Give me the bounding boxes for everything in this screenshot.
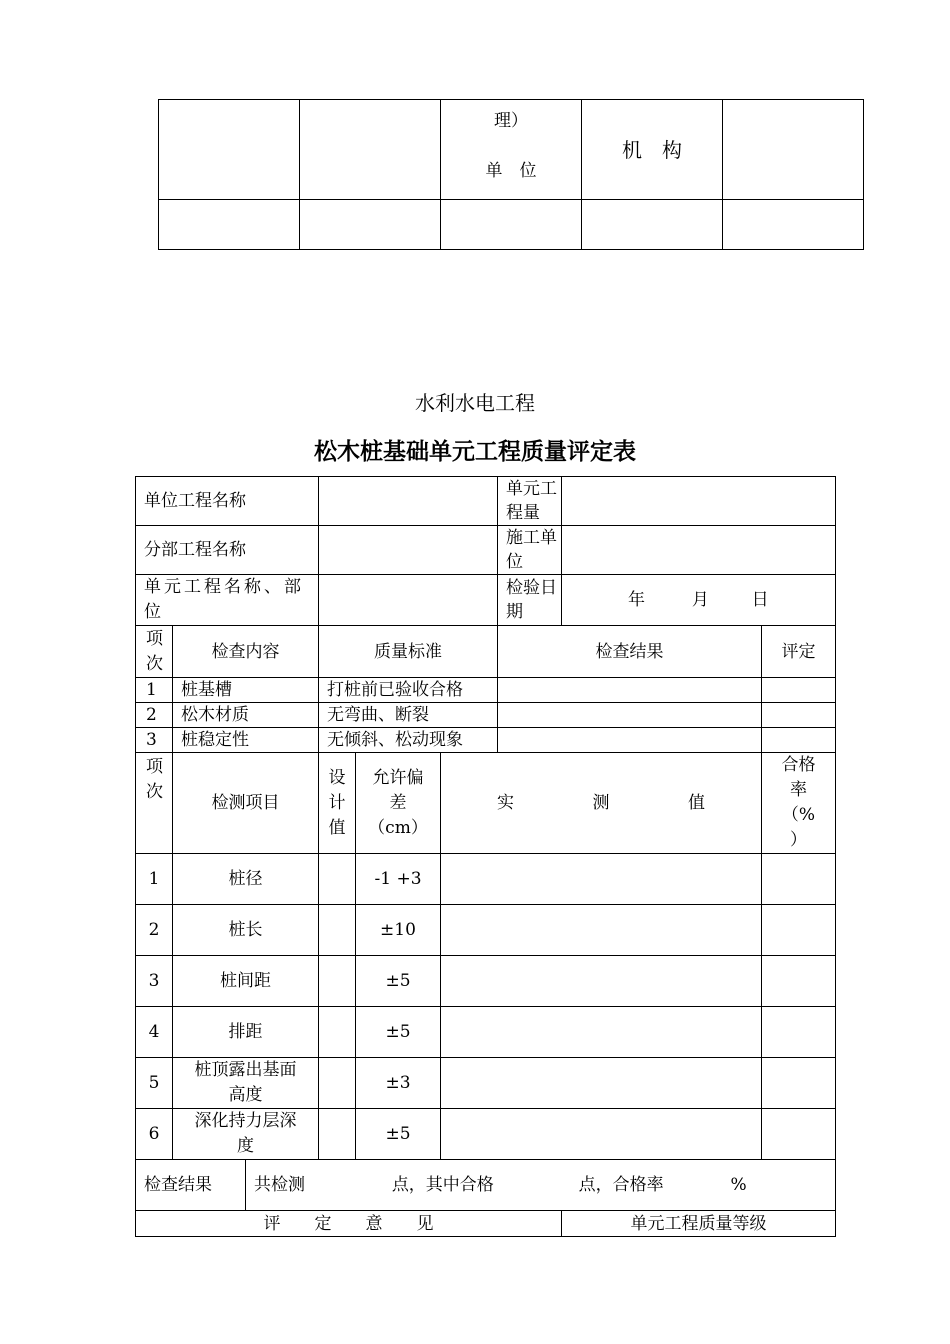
measure-row-pass-rate[interactable] (762, 1058, 836, 1109)
table-row (136, 956, 836, 1007)
measure-row-pass-rate[interactable] (762, 1109, 836, 1160)
measure-col-item: 检测项目 (173, 753, 319, 854)
measure-row-design[interactable] (319, 1007, 356, 1058)
measure-row-pass-rate[interactable] (762, 1007, 836, 1058)
table-row (136, 854, 836, 905)
top-cell (300, 100, 441, 200)
inspection-row-result[interactable] (498, 678, 762, 703)
element-name-label-line1: 单元工程名称、部 (144, 577, 304, 597)
measure-row-tolerance: ±5 (356, 1007, 441, 1058)
inspection-row-rating[interactable] (762, 678, 836, 703)
measure-row-design[interactable] (319, 905, 356, 956)
measure-row-tolerance: ±3 (356, 1058, 441, 1109)
measure-row-item: 排距 (173, 1007, 319, 1058)
measure-row-tolerance: ±5 (356, 956, 441, 1007)
inspection-col-result: 检查结果 (498, 626, 762, 678)
measure-row-no: 5 (136, 1058, 173, 1109)
sub-project-name-value[interactable] (319, 526, 498, 575)
top-cell-li: 理） (494, 110, 528, 131)
measure-col-pass-rate: 合格 率 （% ） (762, 753, 836, 854)
measure-row-pass-rate[interactable] (762, 905, 836, 956)
table-row (136, 703, 836, 728)
measure-row-item: 桩顶露出基面 高度 (173, 1058, 319, 1109)
inspection-row-result[interactable] (498, 728, 762, 753)
table-row (136, 1007, 836, 1058)
measure-row-pass-rate[interactable] (762, 956, 836, 1007)
summary-rate-label: 点，合格率 (578, 1175, 664, 1195)
top-cell (159, 100, 300, 200)
table-row (136, 905, 836, 956)
measure-col-measured: 实 测 值 (441, 753, 762, 854)
top-cell (723, 200, 864, 250)
inspection-col-content: 检查内容 (173, 626, 319, 678)
measure-row-no: 6 (136, 1109, 173, 1160)
top-continuation-table (158, 99, 864, 250)
measure-row-pass-rate[interactable] (762, 854, 836, 905)
top-cell (582, 200, 723, 250)
unit-project-name-value[interactable] (319, 477, 498, 526)
element-name-label (136, 575, 319, 626)
measure-row-tolerance: -1 +3 (356, 854, 441, 905)
evaluation-table (135, 476, 836, 1237)
measure-col-design: 设 计 值 (319, 753, 356, 854)
measure-row-no: 1 (136, 854, 173, 905)
measure-row-design[interactable] (319, 956, 356, 1007)
inspection-date-value[interactable] (562, 575, 836, 626)
date-day: 日 (751, 590, 769, 610)
inspection-col-standard: 质量标准 (319, 626, 498, 678)
measure-row-measured[interactable] (441, 854, 762, 905)
quality-grade-label: 单元工程质量等级 (562, 1211, 836, 1237)
measure-row-tolerance: ±10 (356, 905, 441, 956)
inspection-col-item-no: 项 次 (136, 626, 173, 678)
inspection-row-no: 1 (136, 678, 173, 703)
measure-row-item: 桩长 (173, 905, 319, 956)
document-title: 松木桩基础单元工程质量评定表 (314, 439, 636, 465)
construction-unit-value[interactable] (562, 526, 836, 575)
inspection-row-rating[interactable] (762, 728, 836, 753)
date-month: 月 (691, 590, 709, 610)
inspection-row-standard: 无弯曲、断裂 (319, 703, 498, 728)
opinion-label: 评 定 意 见 (136, 1211, 562, 1237)
measure-row-no: 3 (136, 956, 173, 1007)
unit-quantity-label: 单元工程量 (498, 477, 562, 526)
measure-row-measured[interactable] (441, 956, 762, 1007)
measure-row-measured[interactable] (441, 1058, 762, 1109)
summary-percent: % (730, 1175, 747, 1195)
top-cell-jigou: 机 构 (582, 100, 723, 200)
top-cell (441, 200, 582, 250)
measure-col-tolerance: 允许偏 差 （cm） (356, 753, 441, 854)
summary-result-label: 检查结果 (136, 1160, 246, 1211)
inspection-col-rating: 评定 (762, 626, 836, 678)
sub-project-name-label: 分部工程名称 (136, 526, 319, 575)
inspection-row-standard: 无倾斜、松动现象 (319, 728, 498, 753)
table-row (136, 1109, 836, 1160)
measure-row-item: 深化持力层深 度 (173, 1109, 319, 1160)
unit-quantity-value[interactable] (562, 477, 836, 526)
summary-total-label: 共检测 (254, 1175, 305, 1195)
measure-row-measured[interactable] (441, 1007, 762, 1058)
date-year: 年 (628, 590, 645, 610)
measure-row-design[interactable] (319, 1109, 356, 1160)
table-row (136, 728, 836, 753)
top-cell (300, 200, 441, 250)
unit-project-name-label: 单位工程名称 (136, 477, 319, 526)
measure-row-tolerance: ±5 (356, 1109, 441, 1160)
top-cell (723, 100, 864, 200)
measure-row-measured[interactable] (441, 905, 762, 956)
inspection-row-no: 2 (136, 703, 173, 728)
measure-col-item-no: 项 次 (136, 753, 173, 854)
measure-row-no: 2 (136, 905, 173, 956)
top-cell-supervision (441, 100, 582, 200)
inspection-row-content: 桩稳定性 (173, 728, 319, 753)
inspection-date-label: 检验日期 (498, 575, 562, 626)
measure-row-item: 桩间距 (173, 956, 319, 1007)
table-row (136, 678, 836, 703)
top-cell (159, 200, 300, 250)
summary-pass-label: 点，其中合格 (391, 1175, 494, 1195)
measure-row-item: 桩径 (173, 854, 319, 905)
document-subtitle: 水利水电工程 (415, 391, 535, 415)
measure-row-design[interactable] (319, 854, 356, 905)
inspection-row-rating[interactable] (762, 703, 836, 728)
measure-row-design[interactable] (319, 1058, 356, 1109)
measure-row-measured[interactable] (441, 1109, 762, 1160)
inspection-row-standard: 打桩前已验收合格 (319, 678, 498, 703)
summary-result-value[interactable] (246, 1160, 836, 1211)
inspection-row-no: 3 (136, 728, 173, 753)
construction-unit-label: 施工单位 (498, 526, 562, 575)
top-cell-danwei: 单 位 (485, 160, 537, 181)
element-name-value[interactable] (319, 575, 498, 626)
inspection-row-content: 桩基槽 (173, 678, 319, 703)
measure-row-no: 4 (136, 1007, 173, 1058)
inspection-row-content: 松木材质 (173, 703, 319, 728)
element-name-label-line2: 位 (144, 602, 161, 622)
table-row (136, 1058, 836, 1109)
inspection-row-result[interactable] (498, 703, 762, 728)
